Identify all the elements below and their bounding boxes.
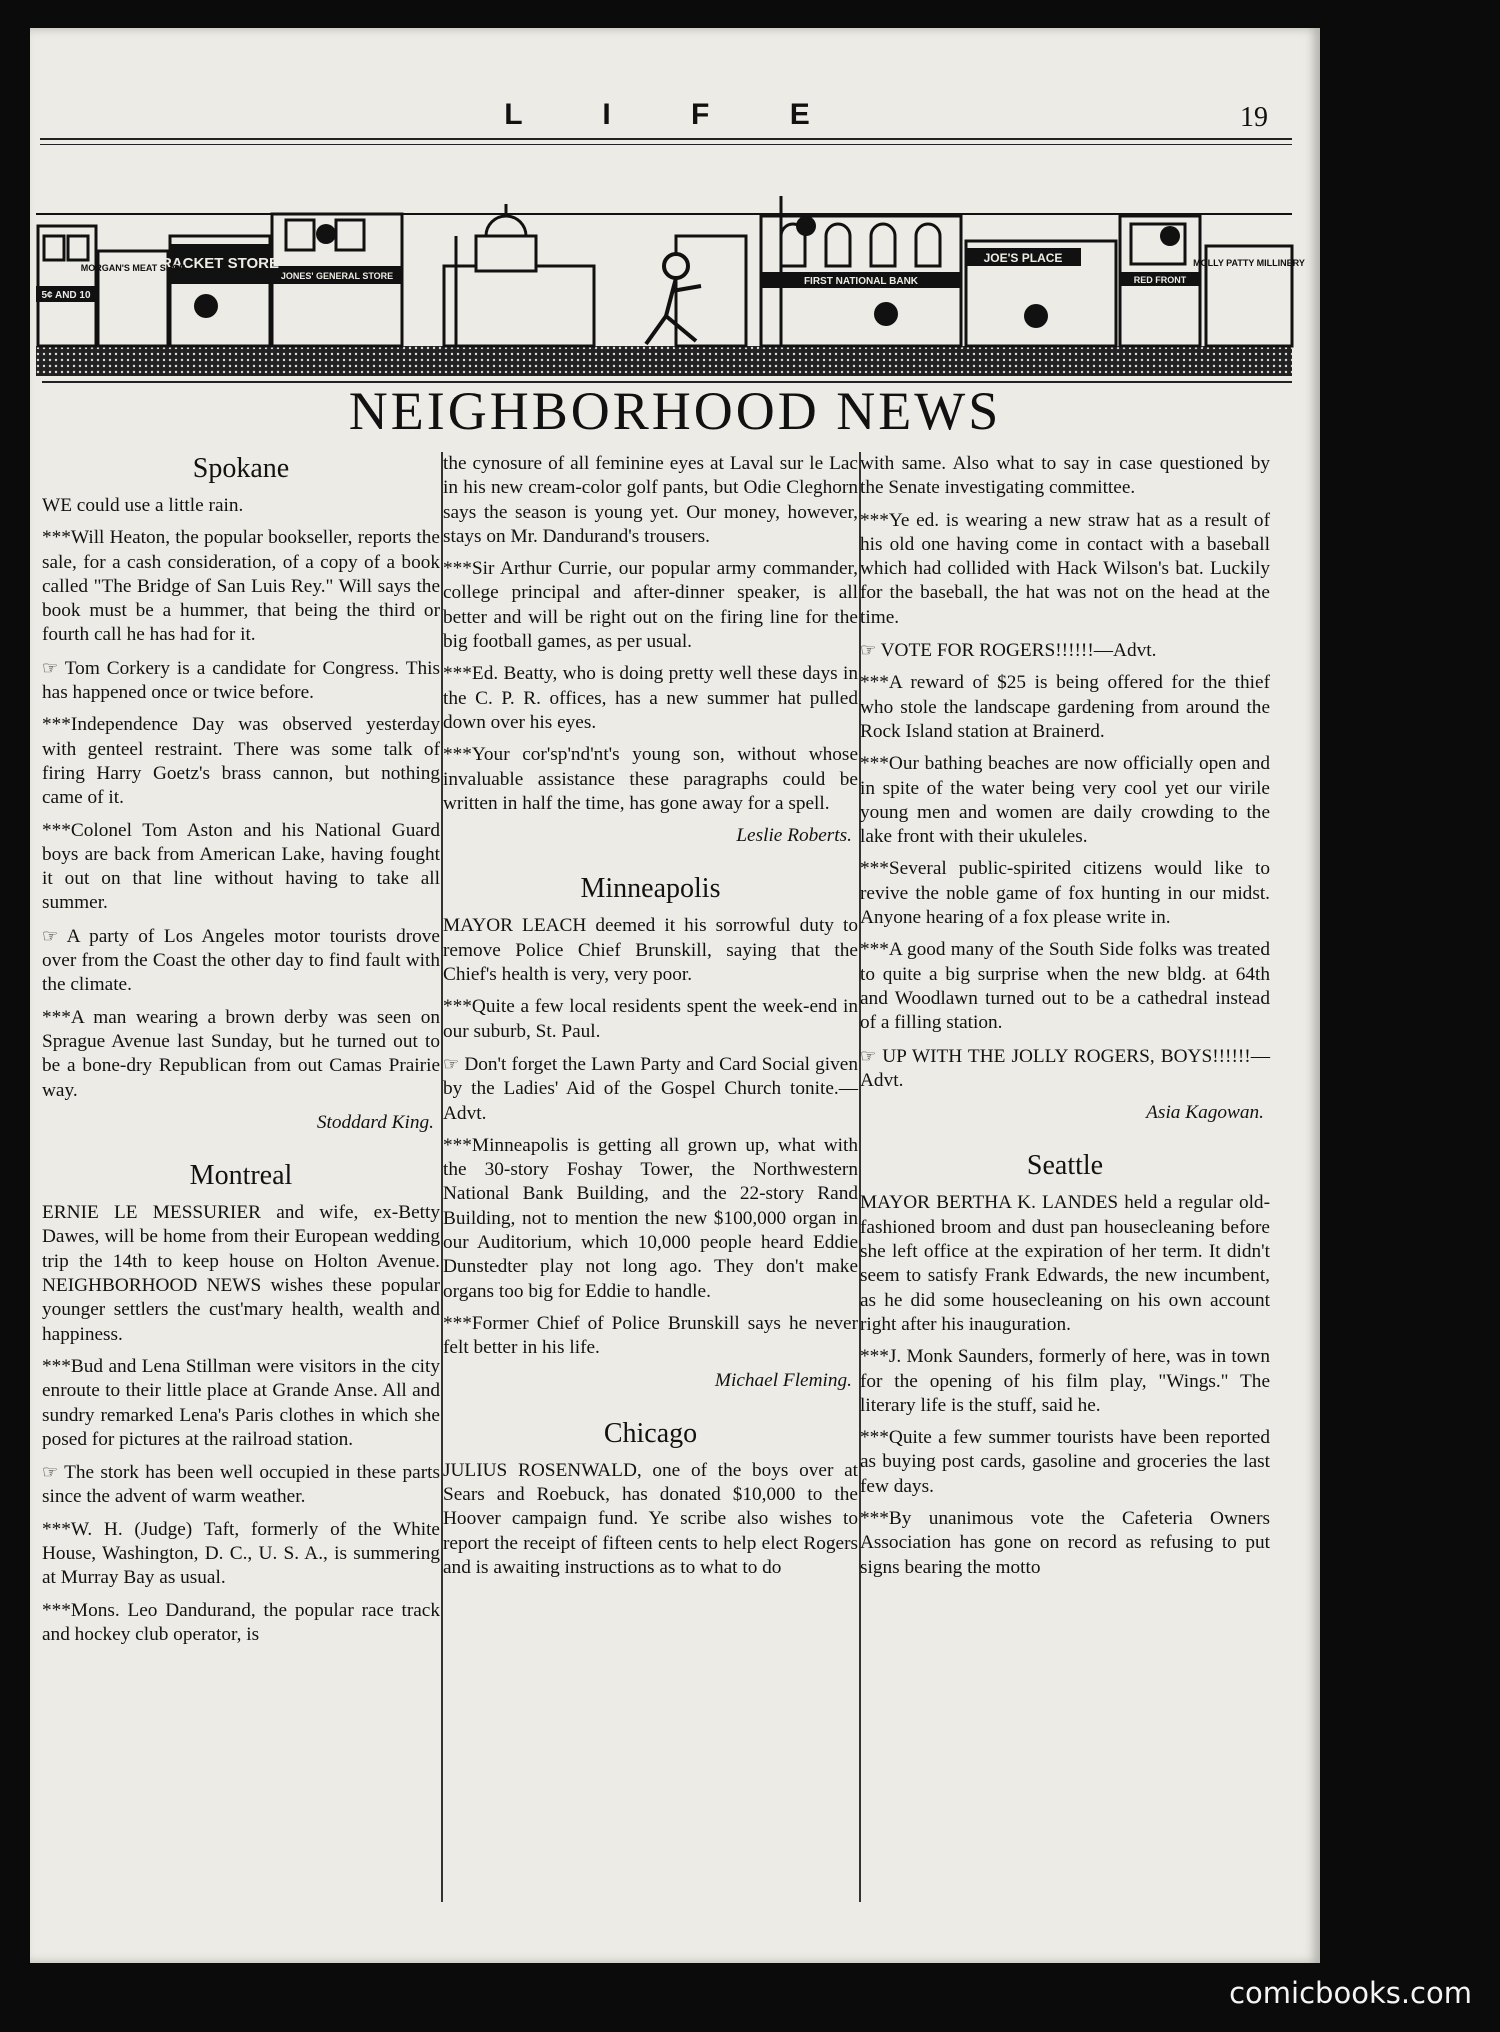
watermark-text: comicbooks.com — [1229, 1976, 1472, 2010]
article-paragraph: MAYOR BERTHA K. LANDES held a regular old-fashioned broom and dust pan housecleaning before she left office at the expiration of her term. It didn't seem to satisfy Frank Edwards, the new incumbent, as he did some housecleaning on his own account right after his inauguration. — [860, 1192, 1270, 1335]
article-paragraph: ☞ Tom Corkery is a candidate for Congress. This has happened once or twice before. — [42, 657, 440, 704]
page-headline: NEIGHBORHOOD NEWS — [348, 381, 1002, 441]
pointing-hand-icon: ☞ — [42, 1462, 59, 1483]
section-heading-seattle: Seattle — [1026, 1150, 1104, 1182]
pointing-hand-icon: ☞ — [42, 925, 59, 946]
pointing-hand-icon: ☞ — [860, 1045, 877, 1066]
article-paragraph: with same. Also what to say in case questioned by the Senate investigating committee. — [860, 453, 1270, 499]
article-paragraph: ***Bud and Lena Stillman were visitors in the city enroute to their little place at Grande Anse. All and sundry remarked Lena's Paris clothes in which she posed for pictures at the railroad station. — [42, 1355, 440, 1450]
article-paragraph: ***Several public-spirited citizens would like to revive the noble game of fox hunting in our midst. Anyone hearing of a fox please write in. — [860, 858, 1270, 929]
article-paragraph: ***Colonel Tom Aston and his National Guard boys are back from American Lake, having fought it out on that line without having to take all summer. — [42, 819, 440, 914]
sign-morgans-meat-shop: MORGAN'S MEAT SHOP — [80, 263, 186, 273]
article-paragraph: ***Ye ed. is wearing a new straw hat as a result of his old one having come in contact with a baseball which had collided with Hack Wilson's bat. Luckily for the baseball, the hat was not on the head at the time. — [860, 509, 1270, 628]
article-paragraph: ☞ VOTE FOR ROGERS!!!!!!—Advt. — [860, 640, 1157, 662]
author-signature: Leslie Roberts. — [736, 825, 852, 847]
article-paragraph: ***Mons. Leo Dandurand, the popular race track and hockey club operator, is — [42, 1599, 440, 1645]
article-paragraph: ***A man wearing a brown derby was seen on Sprague Avenue last Sunday, but he turned out to be a bone-dry Republican from out Camas Prairie way. — [42, 1006, 440, 1101]
article-paragraph: ***J. Monk Saunders, formerly of here, was in town for the opening of his film play, "Wings." The literary life is the stuff, said he. — [860, 1346, 1270, 1416]
sign-joes-place: JOE'S PLACE — [983, 251, 1063, 265]
sign-first-national-bank: FIRST NATIONAL BANK — [803, 276, 919, 287]
article-paragraph: ***A good many of the South Side folks was treated to quite a big surprise when the new bldg. at 64th and Woodlawn turned out to be a cathedral instead of a filling station. — [860, 939, 1270, 1034]
author-signature: Asia Kagowan. — [1146, 1102, 1264, 1124]
article-paragraph: ***Former Chief of Police Brunskill says he never felt better in his life. — [443, 1312, 858, 1359]
article-paragraph: ***Sir Arthur Currie, our popular army commander, college principal and after-dinner speaker, is all better and will be right out on the firing line for the big football games, as per usual. — [443, 558, 858, 653]
article-paragraph: ☞ UP WITH THE JOLLY ROGERS, BOYS!!!!!!—Advt. — [860, 1045, 1270, 1091]
article-paragraph: ***Quite a few summer tourists have been reported as buying post cards, gasoline and groceries the last few days. — [860, 1427, 1270, 1497]
masthead-title: L I F E — [504, 98, 846, 131]
column-3 — [860, 452, 1270, 1588]
article-paragraph: ***Our bathing beaches are now officially open and in spite of the water being very cool yet our virile young men and women are daily crowding to the lake front with their ukuleles. — [860, 753, 1270, 848]
article-paragraph: ***Your cor'sp'nd'nt's young son, without whose invaluable assistance these paragraphs could be written in half the time, has gone away for a spell. — [443, 744, 858, 814]
pointing-hand-icon: ☞ — [42, 657, 59, 678]
article-paragraph: WE could use a little rain. — [42, 495, 244, 516]
column-1 — [42, 452, 440, 1655]
article-paragraph: ***A reward of $25 is being offered for the thief who stole the landscape gardening from around the Rock Island station at Brainerd. — [860, 672, 1270, 742]
article-paragraph: ☞ A party of Los Angeles motor tourists drove over from the Coast the other day to find fault with the climate. — [42, 925, 440, 996]
magazine-page — [30, 28, 1320, 1963]
sign-red-front: RED FRONT — [1133, 275, 1187, 285]
sign-jones-general-store: JONES' GENERAL STORE — [280, 271, 394, 281]
author-signature: Michael Fleming. — [714, 1369, 852, 1391]
article-paragraph: ***W. H. (Judge) Taft, formerly of the White House, Washington, D. C., U. S. A., is summering at Murray Bay as usual. — [42, 1518, 440, 1589]
article-paragraph: ***Independence Day was observed yesterday with genteel restraint. There was some talk of firing Harry Goetz's brass cannon, but nothing came of it. — [42, 714, 440, 809]
author-signature: Stoddard King. — [316, 1111, 434, 1133]
section-heading-minneapolis: Minneapolis — [580, 873, 721, 905]
masthead-rule — [40, 138, 1292, 140]
article-paragraph: ***Ed. Beatty, who is doing pretty well these days in the C. P. R. offices, has a new summer hat pulled down over his eyes. — [443, 663, 858, 733]
article-paragraph: JULIUS ROSENWALD, one of the boys over at Sears and Roebuck, has donated $10,000 to the Hoover campaign fund. Ye scribe also wishes to report the receipt of fifteen cents to help elect Rogers and is awaiting instructions as to what to do — [443, 1459, 858, 1578]
page-number: 19 — [1240, 102, 1268, 133]
sign-molly-patty-millinery: MOLLY PATTY MILLINERY — [1193, 258, 1305, 268]
sign-5-and-10: 5¢ AND 10 — [41, 290, 91, 301]
article-paragraph: ***Will Heaton, the popular bookseller, reports the sale, for a cash consideration, of a copy of a book called "The Bridge of San Luis Rey." Will says the book must be a hummer, that being the third or fourth call he has had for it. — [42, 527, 440, 646]
sign-racket-store: RACKET STORE — [160, 255, 280, 272]
article-paragraph: ERNIE LE MESSURIER and wife, ex-Betty Dawes, will be home from their European wedding trip the 14th to keep house on Holton Avenue. NEIGHBORHOOD NEWS wishes these popular younger settlers the cust'mary health, wealth and happiness. — [42, 1202, 440, 1345]
article-paragraph: ***By unanimous vote the Cafeteria Owners Association has gone on record as refusing to put signs bearing the motto — [860, 1507, 1270, 1578]
article-paragraph: ☞ Don't forget the Lawn Party and Card Social given by the Ladies' Aid of the Gospel Church tonite.—Advt. — [443, 1053, 858, 1124]
column-2 — [443, 452, 858, 1588]
pointing-hand-icon: ☞ — [860, 640, 877, 661]
section-heading-chicago: Chicago — [603, 1417, 698, 1449]
pointing-hand-icon: ☞ — [443, 1053, 460, 1074]
article-paragraph: ***Quite a few local residents spent the week-end in our suburb, St. Paul. — [443, 996, 858, 1042]
masthead-rule-thin — [40, 144, 1292, 145]
article-paragraph: ☞ The stork has been well occupied in these parts since the advent of warm weather. — [42, 1462, 440, 1508]
article-paragraph: MAYOR LEACH deemed it his sorrowful duty to remove Police Chief Brunskill, saying that the Chief's health is very, very poor. — [443, 915, 858, 986]
article-paragraph: ***Minneapolis is getting all grown up, what with the 30-story Foshay Tower, the Northwestern National Bank Building, and the 22-story Rand Building, not to mention the new $100,000 organ in our Auditorium, which 10,000 people heard Eddie Dunstedter play not long ago. They don't make organs too big for Eddie to handle. — [443, 1134, 858, 1302]
section-heading-spokane: Spokane — [192, 453, 290, 484]
article-paragraph: the cynosure of all feminine eyes at Laval sur le Lac in his new cream-color golf pants, but Odie Cleghorn says the season is young yet. Our money, however, stays on Mr. Dandurand's trousers. — [443, 453, 858, 547]
town-street-illustration — [36, 196, 1305, 381]
section-heading-montreal: Montreal — [189, 1160, 293, 1192]
